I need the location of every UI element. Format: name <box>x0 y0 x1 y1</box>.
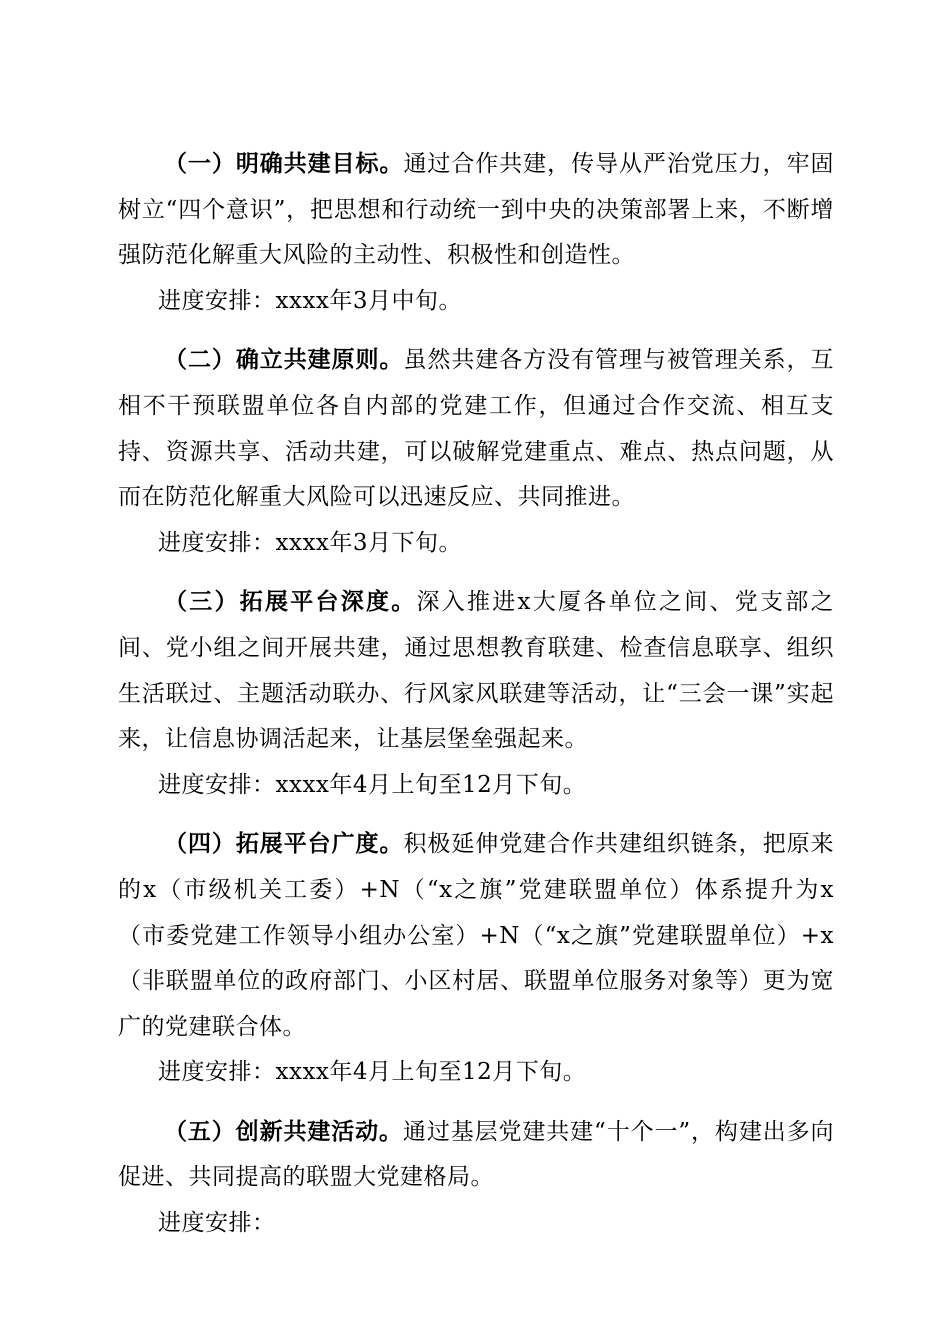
section-5-schedule: 进度安排： <box>158 1210 276 1237</box>
section-2-schedule: 进度安排：xxxx年3月下旬。 <box>158 529 463 556</box>
section-3-schedule: 进度安排：xxxx年4月上旬至12月下旬。 <box>158 771 587 798</box>
document-body <box>118 141 834 1260</box>
section-2-paragraph <box>118 337 834 520</box>
section-5-heading: （五）创新共建活动。 <box>164 1117 403 1145</box>
section-2-heading: （二）确立共建原则。 <box>164 346 404 374</box>
section-1-body: 通过合作共建，传导从严治党压力，牢固树立“四个意识”，把思想和行动统一到中央的决策部署上来，不断增强防范化解重大风险的主动性、积极性和创造性。 <box>118 151 835 269</box>
section-1-schedule: 进度安排：xxxx年3月中旬。 <box>158 287 463 314</box>
section-4-body: 积极延伸党建合作共建组织链条，把原来的x（市级机关工委）+N（“x之旗”党建联盟单位）体系提升为x（市委党建工作领导小组办公室）+N（“x之旗”党建联盟单位）+x（非联盟单位的政府部门、小区村居、联盟单位服务对象等）更为宽广的党建联合体。 <box>118 831 835 1040</box>
section-5-body: 通过基层党建共建“十个一”，构建出多向促进、共同提高的联盟大党建格局。 <box>118 1118 834 1191</box>
section-4-heading: （四）拓展平台广度。 <box>164 830 404 858</box>
section-1-heading: （一）明确共建目标。 <box>164 150 404 177</box>
section-3-heading: （三）拓展平台深度。 <box>164 588 417 616</box>
section-1-paragraph <box>118 141 834 279</box>
section-3-paragraph <box>118 579 834 762</box>
section-2-body: 虽然共建各方没有管理与被管理关系，互相不干预联盟单位各自内部的党建工作，但通过合作交流、相互支持、资源共享、活动共建，可以破解党建重点、难点、热点问题，从而在防范化解重大风险可以迅速反应、共同推进。 <box>118 347 835 511</box>
section-3-body: 深入推进x大厦各单位之间、党支部之间、党小组之间开展共建，通过思想教育联建、检查信息联享、组织生活联过、主题活动联办、行风家风联建等活动，让“三会一课”实起来，让信息协调活起来，让基层堡垒强起来。 <box>118 589 834 753</box>
section-4-schedule: 进度安排：xxxx年4月上旬至12月下旬。 <box>158 1059 587 1086</box>
section-4-paragraph <box>118 821 834 1050</box>
section-5-paragraph <box>118 1109 834 1201</box>
